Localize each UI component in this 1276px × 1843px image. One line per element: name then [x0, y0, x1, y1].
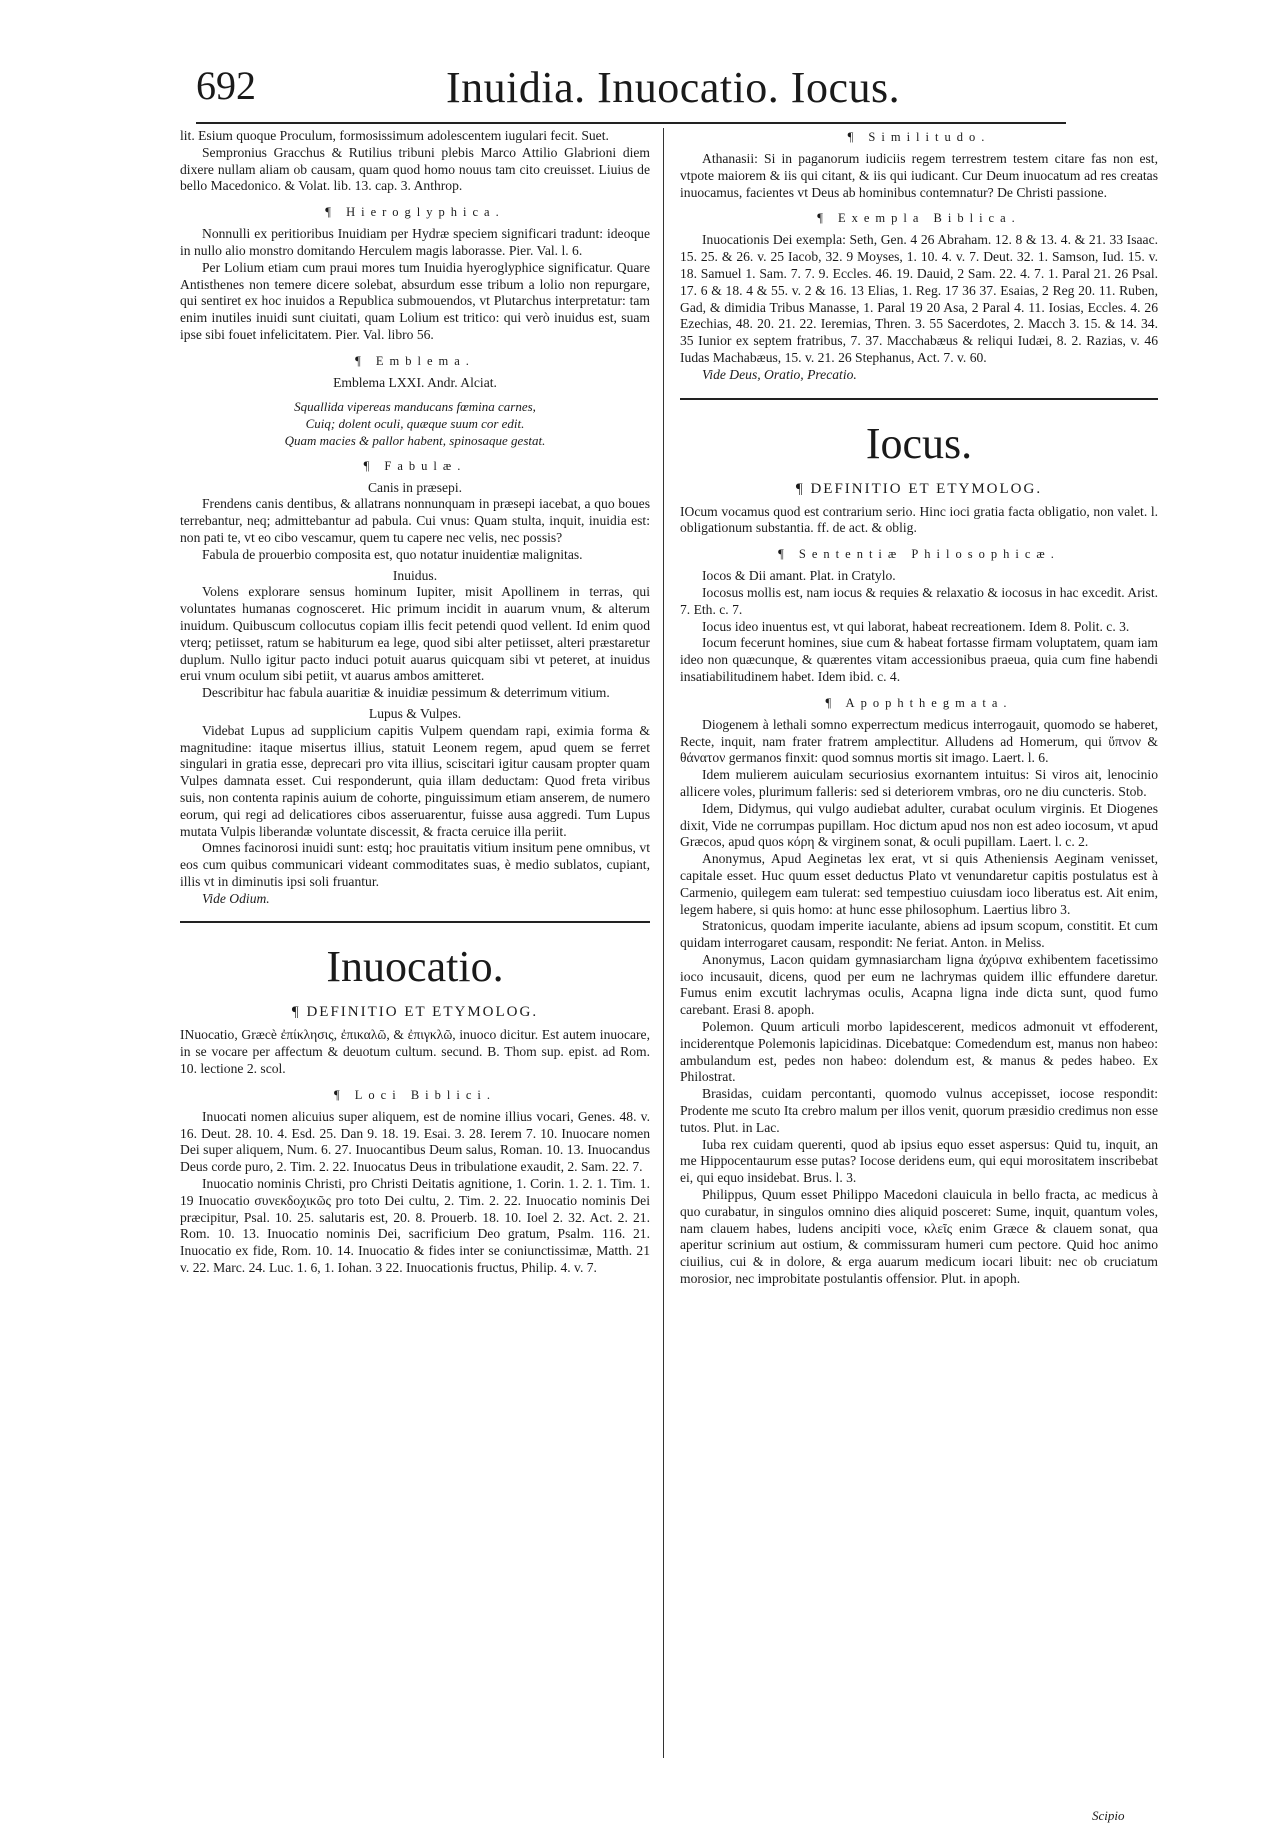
paragraph: Idem mulierem auiculam securiosius exornantem intuitus: Si viros ait, lenocinio allicere voles, plurimum falleris: sed si deteriorem vmbras, oro ne diu cuncteris. Stob.: [680, 767, 1158, 799]
section-heading: ¶ DEFINITIO ET ETYMOLOG.: [795, 480, 1043, 497]
paragraph: Idem, Didymus, qui vulgo audiebat adulter, curabat oculum virginis. Et Diogenes dixit, Vide ne corrumpas pupillam. Hoc dictum apud nos non est adeo iocosum, vt apud Græcos, apud quos κόρη & virginem sonat, & oculi pupillam. Laert. l. c. 2.: [680, 800, 1158, 850]
section-heading: ¶ Apophthegmata.: [825, 695, 1013, 710]
section-rule: [680, 398, 1158, 400]
paragraph: Fabula de prouerbio composita est, quo notatur inuidentiæ malignitas.: [202, 546, 583, 562]
paragraph: Frendens canis dentibus, & allatrans nonnunquam in præsepi iacebat, a quo boues terrebantur, neq; admittebantur ad pabula. Cui vnus: Quam stulta, inquit, inuidia est: non pati te, vt eo cibo vescamur, quem tu capere nec velis, nec possis?: [180, 496, 650, 545]
cross-reference: Vide Odium.: [202, 890, 270, 906]
cross-reference: Vide Deus, Oratio, Precatio.: [702, 366, 857, 382]
section-heading: ¶ Hieroglyphica.: [325, 205, 505, 220]
verse-line: Squallida vipereas manducans fœmina carnes,: [294, 398, 536, 414]
paragraph: Iocus ideo inuentus est, vt qui laborat, habeat recreationem. Idem 8. Polit. c. 3.: [702, 618, 1130, 634]
column-divider: [663, 128, 664, 1758]
paragraph: Iocosus mollis est, nam iocus & requies & relaxatio & iocosus in hac excedit. Arist. 7. Eth. c. 7.: [680, 584, 1158, 617]
catchword: Scipio: [1092, 1808, 1125, 1823]
paragraph: Brasidas, cuidam percontanti, quomodo vulnus accepisset, iocose respondit: Prodente me scuto Ita crebro malum per illos venit, quorum præsidio credimus non esse tutos. Plut. in Lac.: [680, 1086, 1158, 1135]
section-heading: ¶ Exempla Biblica.: [817, 211, 1021, 226]
section-heading: ¶ Fabulæ.: [363, 458, 467, 473]
paragraph: Iuba rex cuidam querenti, quod ab ipsius equo esset aspersus: Quid tu, inquit, an me Hippocentaurum esse putas? Iocose deridens eum, qui equi morositatem inscribebat ei, qui equo insidebat. Brus. l. 3.: [680, 1136, 1158, 1186]
section-heading: ¶ Loci Biblici.: [334, 1087, 496, 1102]
section-heading: ¶ DEFINITIO ET ETYMOLOG.: [291, 1004, 539, 1021]
paragraph: Anonymus, Lacon quidam gymnasiarcham ligna ἀχύρινα exhibentem facetissimo ioco incusauit, dicens, quod per eum ne lachrymas quidem illic effundere daretur. Fumus enim excutit lachrymas oculis, Acapna ligna inde dicta sunt, quod fumo carebant. Erasi 8. apoph.: [680, 951, 1158, 1018]
paragraph: Inuocatio nominis Christi, pro Christi Deitatis agnitione, 1. Corin. 1. 2. 1. Tim. 1. 19 Inuocatio συνεκδοχικῶς pro toto Dei cultu, 2. Tim. 2. 22. Inuocatio nominis Dei præcipitur, Psal. 10. 25. salutaris est, 20. 8. Prouerb. 18. 10. Ioel 2. 32. Act. 2. 21. Rom. 10. 13. Inuocatio nominis Dei, sacrificium Deo gratum, Psalm. 116. 21. Inuocatio ex fide, Rom. 10. 14. Inuocatio & fides inter se coniunctissimæ, Matth. 21 v. 22. Marc. 24. Luc. 1. 6, 1. Iohan. 3 22. Inuocationis fructus, Philip. 4. v. 7.: [180, 1176, 650, 1276]
paragraph: Polemon. Quum articuli morbo lapidescerent, medicos admonuit vt effoderent, inciderentque Polemonis lapicidinas. Dicebatque: Comedendum est, manus non habeo: ambulandum est, pedes non habeo: dolendum est, & manus & pedes habeo. Ex Philostrat.: [680, 1019, 1158, 1085]
emblem-reference: Emblema LXXI. Andr. Alciat.: [333, 374, 497, 390]
paragraph: Describitur hac fabula auaritiæ & inuidiæ pessimum & deterrimum vitium.: [202, 685, 610, 701]
fable-title: Canis in præsepi.: [367, 479, 463, 495]
section-heading: ¶ Similitudo.: [847, 130, 991, 144]
running-header: [196, 62, 1056, 122]
paragraph: Stratonicus, quodam imperite iaculante, abiens ad ipsum scopum, constitit. Et cum quidam interrogaret causam, respondit: Ne feriat. Anton. in Meliss.: [680, 918, 1158, 951]
entry-heading: Iocus.: [865, 418, 973, 468]
paragraph: Inuocati nomen alicuius super aliquem, est de nomine illius vocari, Genes. 48. v. 16. Deut. 28. 10. 4. Esd. 25. Dan 9. 18. 19. Esai. 3. 28. Ierem 7. 10. Inuocare nomen Dei super aliquem, Num. 6. 27. Inuocantibus Deum salus, Roman. 10. 13. Inuocandus Deus corde puro, 2. Tim. 2. 22. Inuocatus Deus in tribulatione exaudit, 2. Sam. 22. 7.: [180, 1108, 650, 1175]
verse-line: Quam macies & pallor habent, spinosaque gestat.: [284, 432, 546, 448]
section-heading: ¶ Emblema.: [355, 353, 475, 368]
paragraph: Iocos & Dii amant. Plat. in Cratylo.: [702, 568, 896, 584]
verse-line: Cuiq; dolent oculi, quæque suum cor edit.: [305, 415, 525, 431]
paragraph: Omnes facinorosi inuidi sunt: estq; hoc prauitatis vitium insitum pene omnibus, vt eos cum quibus communicari videant commoditates suas, è medio sublatos, cupiant, illis vt in diminutis ipsi soli fruantur.: [180, 840, 650, 889]
fable-title: Lupus & Vulpes.: [368, 705, 462, 721]
running-title: Inuidia. Inuocatio. Iocus.: [446, 63, 901, 112]
paragraph: Inuocationis Dei exempla: Seth, Gen. 4 26 Abraham. 12. 8 & 13. 4. & 21. 33 Isaac. 15. 25. & 26. v. 25 Iacob, 32. 9 Moyses, 1. 10. 4. v. 7. Deut. 32. 1. Samson, Iud. 15. v. 18. Samuel 1. Sam. 7. 7. 9. Eccles. 46. 19. Dauid, 2 Sam. 22. 4. 7. 1. Paral 21. 26 Psal. 17. 6 & 18. 4 & 55. v. 2 & 16. 13 Elias, 1. Reg. 17 36 37. Esaias, 2 Reg 20. 11. Ruben, Gad, & dimidia Tribus Manasse, 1. Paral 19 20 Asa, 2 Paral 4. 11. Iosias, Eccles. 4. 26 Ezechias, 48. 20. 21. 22. Ieremias, Thren. 3. 55 Sacerdotes, 2. Macch 3. 15. & 14. 34. 35 Iunior ex septem fratribus, 7. 37. Macchabæus & reliqui Iudæi, 8. 2. Razias, v. 46 Iudas Machabæus, 15. v. 21. 26 Stephanus, Act. 7. v. 60.: [680, 232, 1158, 365]
fable-title: Inuidus.: [392, 567, 438, 583]
right-column: [680, 128, 1158, 1288]
paragraph: lit. Esium quoque Proculum, formosissimum adolescentem iugulari fecit. Suet.: [180, 128, 609, 143]
paragraph: Anonymus, Apud Aeginetas lex erat, vt si quis Atheniensis Aeginam venisset, capitale esset. Huc quum esset deductus Plato vt venundaretur capitis postulatus est à Carmenio, quilegem eam tulerat: sed tempestiuo cuiusdam ioco liberatus est. Ait enim, legem habere, si quis homo: at hunc esse philosophum. Laertius libro 3.: [680, 851, 1158, 917]
paragraph: Sempronius Gracchus & Rutilius tribuni plebis Marco Attilio Glabrioni diem dixere nullam aliam ob causam, quam quod homo nouus tam cito creuisset. Liuius de bello Macedonico. & Volat. lib. 13. cap. 3. Anthrop.: [180, 144, 650, 194]
paragraph: Videbat Lupus ad supplicium capitis Vulpem quendam rapi, eximia forma & magnitudine: itaque misertus illius, statuit Leonem regem, apud quem se ferret singulari in gratia esse, deprecari pro vita illius, sciscitari igitur causam propter quam Vulpes damnata esset. Cui responderunt, quia illam deductam: Quod freta viribus suis, non contenta rapinis auium de cohorte, pinguissimum etiam anserem, de numero eorum, qui regi ad delicatiores cibos asseruarentur, fuisse ausa aggredi. Tum Lupus mutata Vulpis liberandæ voluntate discessit, & fracta ceruice illa periit.: [180, 722, 650, 839]
paragraph: Diogenem à lethali somno experrectum medicus interrogauit, quomodo se haberet, Recte, inquit, nam frater fratrem amplectitur. Alludens ad Homerum, qui ὕπνον & θάνατον germanos finxit: quod somnus mortis sit imago. Laert. l. 6.: [680, 716, 1158, 766]
section-heading: ¶ Sententiæ Philosophicæ.: [778, 547, 1060, 562]
paragraph: Philippus, Quum esset Philippo Macedoni clauicula in bello fracta, ac medicus à quo curabatur, in singulos omnino dies aliquid posceret: Sume, inquit, quantum voles, nam clauem habes, ludens ancipiti voce, κλεῖς enim Græce & clauem sonat, qua aperitur scrinium aut ostium, & commissuram humeri cum pectore. Quid hoc animo ciuilius, cui & in dolore, & erga auarum medicum iocari libuit: nec ob cruciatum morosior, nec improbitate postulantis offensior. Plut. in apoph.: [680, 1187, 1158, 1287]
header-rule: [196, 122, 1066, 124]
paragraph: IOcum vocamus quod est contrarium serio. Hinc ioci gratia facta obligatio, non valet. l. obligationum substantia. ff. de act. & oblig.: [680, 503, 1158, 536]
paragraph: INuocatio, Græcè ἐπίκλησις, ἐπικαλῶ, & ἐπιγκλῶ, inuoco dicitur. Est autem inuocare, in se vocare per affectum & deuotum cultum. secund. B. Thom sup. epist. ad Rom. 10. lectione 2. scol.: [180, 1027, 650, 1077]
entry-heading: Inuocatio.: [326, 942, 504, 992]
paragraph: Nonnulli ex peritioribus Inuidiam per Hydræ speciem significari tradunt: ideoque in nullo alio monstro domitando Herculem magis laborasse. Pier. Val. l. 6.: [180, 226, 650, 258]
paragraph: Athanasii: Si in paganorum iudiciis regem terrestrem testem citare fas non est, vtpote maiorem & iis qui citant, & iis qui iudicant. Cur Deum inuocatum ad res creatas inuocamus, facientes vt Deus ab hominibus contemnatur? De Christi passione.: [680, 151, 1158, 200]
paragraph: Per Lolium etiam cum praui mores tum Inuidia hyeroglyphice significatur. Quare Antisthenes non temere dicere solebat, absurdum esse tribum a lolio non repurgare, qui sentiret ex hoc inuidos a Republica submouendos, vt Plutarchus interpretatur: tam enim inutiles inuidi sunt ciuitati, quam Lolium est tritico: qui verò inuidus est, suam ipse sibi fouet infelicitatem. Pier. Val. libro 56.: [180, 259, 650, 342]
paragraph: Volens explorare sensus hominum Iupiter, misit Apollinem in terras, qui voluntates humanas cognosceret. Hic primum incidit in auarum vnum, & alterum inuidum. Quibuscum collocutus copiam illis fecit petendi quod vellent. Id enim quod vterq; petiisset, ratum se habiturum ea lege, quod sibi alter petiisset, alteri præstaretur duplum. Nullo igitur pacto induci potuit auarus quicquam sibi vt peteret, at inuidus erui vnum oculum sibi petiit, vt auarus ambos amitteret.: [180, 584, 650, 684]
left-column: [180, 128, 650, 1277]
section-rule: [180, 921, 650, 923]
paragraph: Iocum fecerunt homines, siue cum & habeat fortasse firmam voluptatem, quam iam ideo non quæcunque, & quærentes vitam accessionibus praeua, quia cum fine habendi insatiabilitudinem habet. Idem ibid. c. 4.: [680, 635, 1158, 684]
page-number: 692: [196, 63, 256, 108]
